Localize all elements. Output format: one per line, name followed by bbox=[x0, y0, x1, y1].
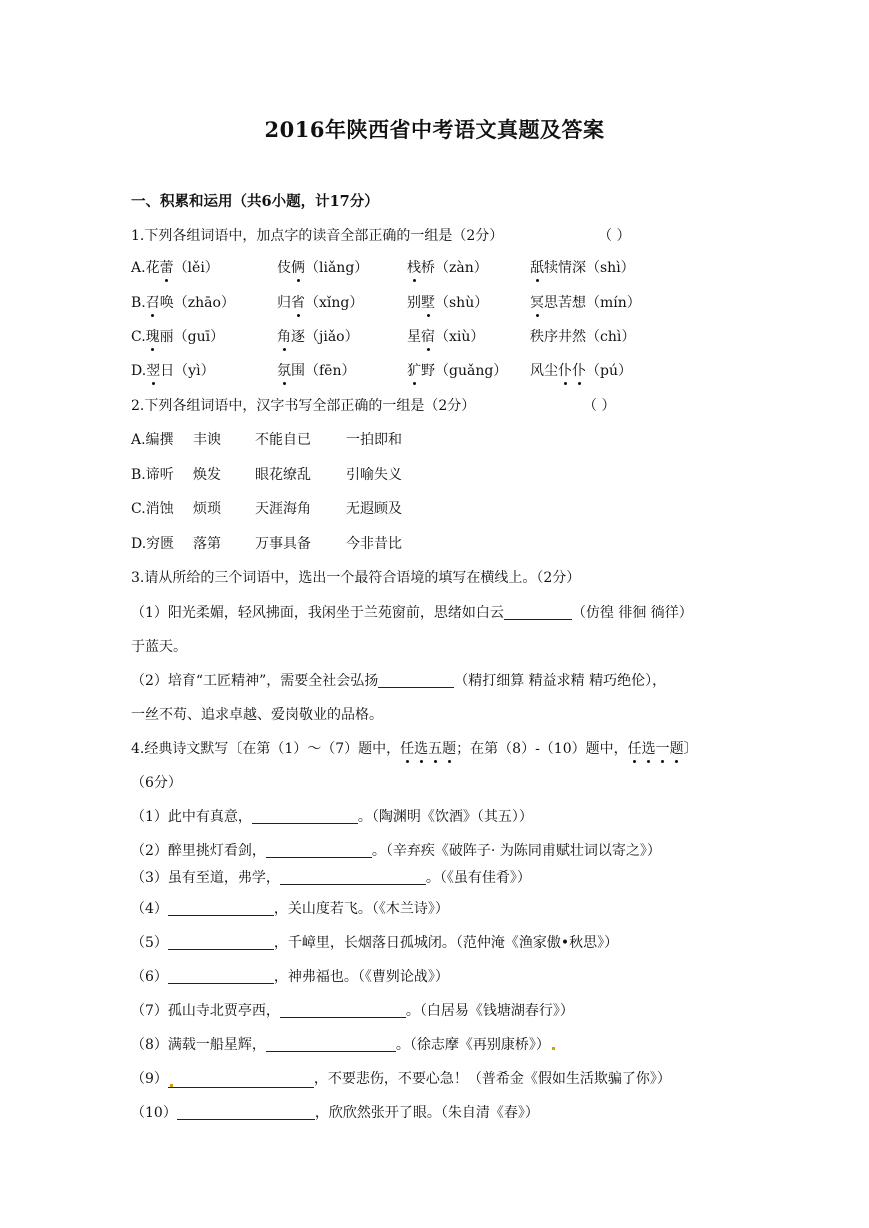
emphasis-char: 选 bbox=[414, 741, 429, 757]
q4-emphasis-1 bbox=[400, 741, 456, 757]
dotted-char: 角 bbox=[277, 329, 291, 345]
dotted-char: 墅 bbox=[421, 295, 435, 311]
q1-stem: 1.下列各组词语中，加点字的读音全部正确的一组是（2分） bbox=[131, 228, 504, 244]
q1-option-a-item bbox=[131, 258, 219, 278]
answer-blank[interactable] bbox=[168, 1072, 314, 1088]
q1-option-d-item bbox=[277, 361, 355, 381]
q4-stem: 4.经典诗文默写〔在第（1）～（7）题中，任选五题；在第（8）-（10）题中，任选一题〕 bbox=[131, 741, 698, 757]
word-text: 围（fēn） bbox=[291, 363, 356, 379]
q2-option-a-word: 不能自已 bbox=[255, 432, 311, 448]
dotted-char: 栈 bbox=[407, 260, 421, 276]
emphasis-char: 任 bbox=[400, 741, 415, 757]
q1-option-c-item bbox=[530, 327, 635, 347]
q4-emphasis-2 bbox=[628, 741, 684, 757]
q4-item-9 bbox=[131, 1069, 671, 1089]
item-suffix: ，不要悲伤，不要心急！（普希金《假如生活欺骗了你》） bbox=[313, 1071, 671, 1087]
word-text: 别 bbox=[407, 295, 421, 311]
item-prefix: （10） bbox=[131, 1105, 177, 1121]
word-text: 犊情深（shì） bbox=[544, 260, 635, 276]
answer-blank[interactable] bbox=[168, 968, 274, 984]
q3-part2: （2）培育“工匠精神”，需要全社会弘扬 （精打细算 精益求精 精巧绝伦）， bbox=[131, 673, 667, 689]
item-suffix: ，欣欣然张开了眼。（朱自清《春》） bbox=[314, 1105, 539, 1121]
word-text: 日（yì） bbox=[160, 363, 215, 379]
dotted-char: 舐 bbox=[530, 260, 544, 276]
emphasis-char: 题 bbox=[669, 741, 684, 757]
q2-option-d-word: 万事具备 bbox=[255, 536, 311, 552]
q2-option-b-word: 焕发 bbox=[193, 467, 221, 483]
answer-blank[interactable] bbox=[177, 1104, 315, 1120]
item-suffix: 。（《虽有佳肴》） bbox=[425, 870, 531, 886]
answer-blank[interactable] bbox=[168, 900, 274, 916]
q4-item-7 bbox=[131, 1001, 574, 1021]
q1-option-b-item bbox=[407, 293, 488, 313]
item-prefix: （4） bbox=[131, 901, 168, 917]
dotted-char: 召 bbox=[145, 295, 160, 311]
word-text: （shù） bbox=[435, 295, 489, 311]
answer-blank[interactable] bbox=[168, 934, 274, 950]
item-prefix: （9） bbox=[131, 1071, 168, 1087]
word-text: 思苦想（mín） bbox=[544, 295, 641, 311]
item-suffix: 。（白居易《钱塘湖春行》） bbox=[405, 1003, 574, 1019]
q2-option-c-word: 天涯海角 bbox=[255, 501, 311, 517]
answer-blank[interactable] bbox=[266, 1036, 396, 1052]
option-label: C. bbox=[131, 329, 146, 345]
item-suffix: 。（陶渊明《饮酒》（其五）） bbox=[357, 809, 533, 825]
dotted-char: 犷 bbox=[407, 363, 421, 379]
dotted-char: 蕾 bbox=[159, 260, 174, 276]
q2-option-d-word: D.穷匮 bbox=[131, 536, 175, 552]
emphasis-char: 一 bbox=[655, 741, 670, 757]
answer-blank[interactable] bbox=[266, 842, 372, 858]
q1-option-a-item bbox=[530, 258, 635, 278]
word-text: （liǎng） bbox=[305, 260, 369, 276]
word-text: 唤（zhāo） bbox=[159, 295, 235, 311]
dotted-char: 省 bbox=[291, 295, 305, 311]
emphasis-char: 五 bbox=[428, 741, 443, 757]
q1-option-d-item bbox=[407, 361, 507, 381]
q2-option-a-word: A.编撰 bbox=[131, 432, 174, 448]
option-label: A. bbox=[131, 260, 146, 276]
dotted-char: 仆 bbox=[572, 363, 586, 379]
word-text: 秩序井然（chì） bbox=[530, 329, 636, 345]
dotted-char: 仆 bbox=[558, 363, 572, 379]
dotted-char: 翌 bbox=[146, 363, 161, 379]
q1-option-d-item bbox=[131, 361, 215, 381]
answer-blank[interactable] bbox=[280, 1002, 406, 1018]
q4-item-2 bbox=[131, 841, 661, 861]
q1-option-a-item bbox=[277, 258, 368, 278]
q4-item-3 bbox=[131, 868, 531, 888]
dotted-char: 俩 bbox=[291, 260, 305, 276]
word-text: 风尘 bbox=[530, 363, 558, 379]
word-text: 野（guǎng） bbox=[421, 363, 508, 379]
q2-option-d-word: 落第 bbox=[193, 536, 221, 552]
emphasis-char: 题 bbox=[442, 741, 457, 757]
q4-item-1 bbox=[131, 807, 533, 827]
dotted-char: 冥 bbox=[530, 295, 544, 311]
q2-option-a-word: 丰谀 bbox=[193, 432, 221, 448]
q1-option-b-item bbox=[131, 293, 235, 313]
item-suffix: ，关山度若飞。（《木兰诗》） bbox=[273, 901, 449, 917]
page-title: 2016年陕西省中考语文真题及答案 bbox=[264, 117, 605, 142]
word-text: 归 bbox=[277, 295, 291, 311]
q1-option-a-item bbox=[407, 258, 488, 278]
word-text: 星 bbox=[407, 329, 421, 345]
dotted-char: 瑰 bbox=[145, 329, 160, 345]
highlight-mark bbox=[552, 1047, 555, 1050]
q2-option-c-word: C.消蚀 bbox=[131, 501, 174, 517]
item-suffix: 。（辛弃疾《破阵子· 为陈同甫赋壮词以寄之》） bbox=[371, 843, 661, 859]
q2-option-c-word: 烦琐 bbox=[193, 501, 221, 517]
q3-part1-cont: 于蓝天。 bbox=[131, 639, 187, 655]
item-prefix: （1）此中有真意， bbox=[131, 809, 252, 825]
answer-blank[interactable] bbox=[504, 604, 572, 620]
q4-item-5 bbox=[131, 933, 618, 953]
q2-option-c-word: 无遐顾及 bbox=[346, 501, 402, 517]
q1-option-d-item bbox=[530, 361, 632, 381]
q4-item-8 bbox=[131, 1035, 557, 1055]
q1-option-b-item bbox=[277, 293, 363, 313]
q1-option-c-item bbox=[131, 327, 224, 347]
q2-option-d-word: 今非昔比 bbox=[346, 536, 402, 552]
word-text: （pú） bbox=[586, 363, 632, 379]
item-suffix: ，千嶂里，长烟落日孤城闭。（范仲淹《渔家傲•秋思》） bbox=[273, 935, 619, 951]
q1-option-c-item bbox=[407, 327, 484, 347]
answer-blank[interactable] bbox=[280, 869, 426, 885]
q2-option-b-word: 引喻失义 bbox=[346, 467, 402, 483]
word-text: （xiù） bbox=[435, 329, 485, 345]
q4-score: （6分） bbox=[131, 775, 182, 791]
q2-option-b-word: B.谛听 bbox=[131, 467, 174, 483]
q3-stem: 3.请从所给的三个词语中，选出一个最符合语境的填写在横线上。（2分） bbox=[131, 570, 581, 586]
item-suffix: ，神弗福也。（《曹刿论战》） bbox=[273, 969, 449, 985]
option-label: B. bbox=[131, 295, 146, 311]
q2-answer-paren: （ ） bbox=[583, 398, 616, 414]
item-prefix: （6） bbox=[131, 969, 168, 985]
highlight-mark bbox=[170, 1084, 173, 1087]
item-prefix: （5） bbox=[131, 935, 168, 951]
dotted-char: 氛 bbox=[277, 363, 291, 379]
q1-answer-paren: （ ） bbox=[598, 228, 631, 244]
item-suffix: 。（徐志摩《再别康桥》） bbox=[395, 1037, 550, 1053]
q3-part2-cont: 一丝不苟、追求卓越、爱岗敬业的品格。 bbox=[131, 707, 383, 723]
option-label: D. bbox=[131, 363, 147, 379]
word-text: （lěi） bbox=[173, 260, 219, 276]
emphasis-char: 选 bbox=[641, 741, 656, 757]
word-text: 丽（guī） bbox=[159, 329, 225, 345]
q4-item-4 bbox=[131, 899, 449, 919]
q2-option-b-word: 眼花缭乱 bbox=[255, 467, 311, 483]
q4-item-10 bbox=[131, 1103, 539, 1123]
q2-stem: 2.下列各组词语中，汉字书写全部正确的一组是（2分） bbox=[131, 398, 476, 414]
answer-blank[interactable] bbox=[378, 672, 454, 688]
section-heading: 一、积累和运用（共6小题，计17分） bbox=[131, 193, 379, 210]
item-prefix: （7）孤山寺北贾亭西， bbox=[131, 1003, 280, 1019]
q4-item-6 bbox=[131, 967, 449, 987]
q3-part1: （1）阳光柔媚，轻风拂面，我闲坐于兰苑窗前，思绪如白云 （仿徨 徘徊 徜徉） bbox=[131, 605, 693, 621]
word-text: （xǐng） bbox=[305, 295, 364, 311]
answer-blank[interactable] bbox=[252, 808, 358, 824]
q1-option-b-item bbox=[530, 293, 641, 313]
q1-option-c-item bbox=[277, 327, 359, 347]
emphasis-char: 任 bbox=[627, 741, 642, 757]
word-text: 伎 bbox=[277, 260, 291, 276]
word-text: 桥（zàn） bbox=[421, 260, 488, 276]
item-prefix: （3）虽有至道，弗学， bbox=[131, 870, 280, 886]
q2-option-a-word: 一拍即和 bbox=[346, 432, 402, 448]
dotted-char: 宿 bbox=[421, 329, 435, 345]
item-prefix: （8）满载一船星辉， bbox=[131, 1037, 266, 1053]
item-prefix: （2）醉里挑灯看剑， bbox=[131, 843, 266, 859]
word-text: 逐（jiǎo） bbox=[291, 329, 359, 345]
word-text: 花 bbox=[145, 260, 160, 276]
